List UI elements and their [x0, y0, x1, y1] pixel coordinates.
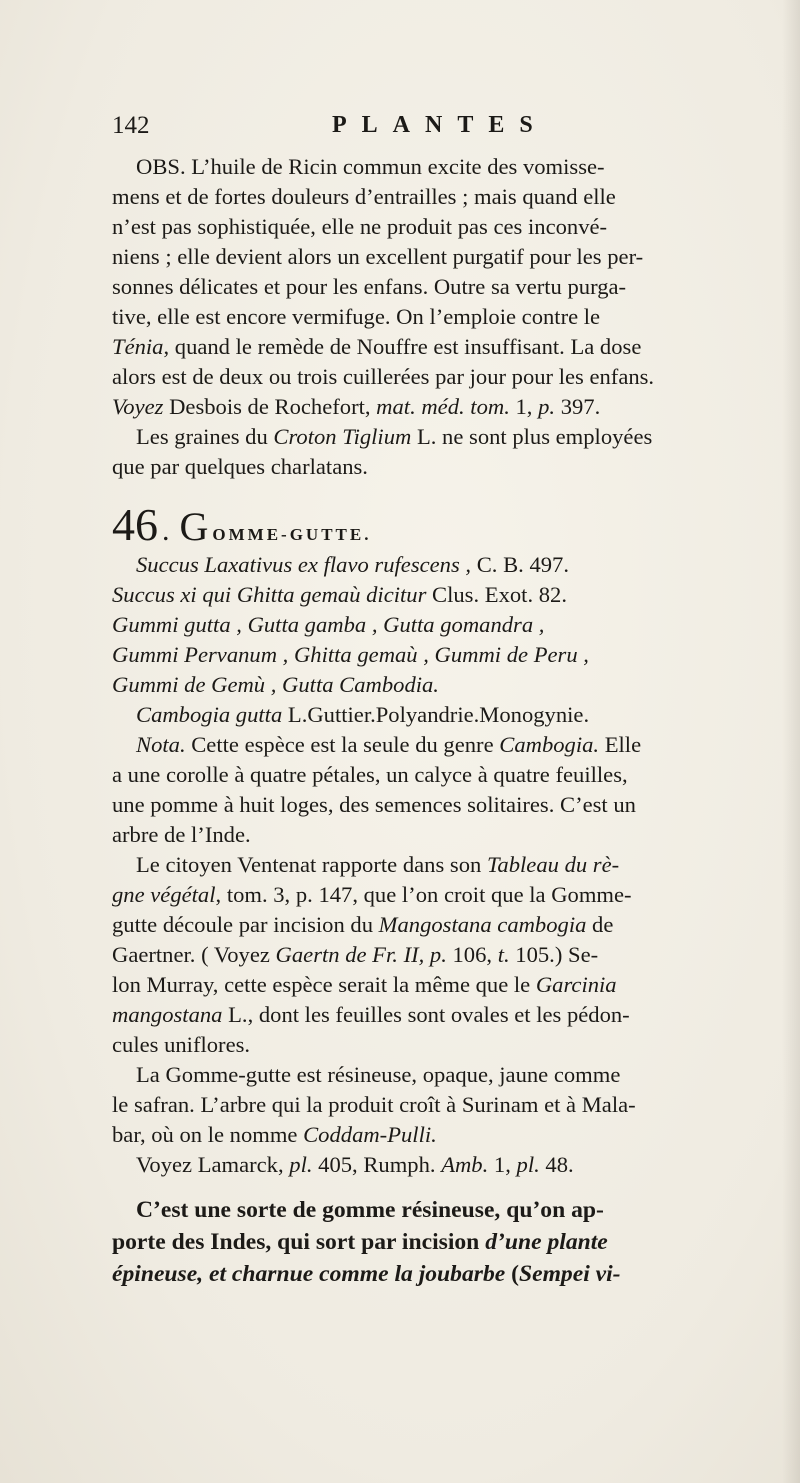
synonym-line-2: Succus xi qui Ghitta gemaù dicitur Clus. Exot. 82.	[112, 582, 567, 607]
description-line-1: La Gomme-gutte est résineuse, opaque, jaune comme	[136, 1062, 621, 1087]
obs-line-9: Voyez Desbois de Rochefort, mat. méd. tom. 1, p. 397.	[112, 394, 601, 419]
obs-line-6: tive, elle est encore vermifuge. On l’emploie contre le	[112, 304, 601, 329]
closing-line-2: porte des Indes, qui sort par incision d’une plante	[112, 1229, 608, 1255]
obs-line-11: que par quelques charlatans.	[112, 454, 368, 479]
nota-line-1: Nota. Cette espèce est la seule du genre Cambogia. Elle	[136, 732, 642, 757]
ventenat-line-6: mangostana L., dont les feuilles sont ovales et les pédon-	[112, 1002, 630, 1027]
synonym-line-1: Succus Laxativus ex flavo rufescens , C. B. 497.	[136, 552, 569, 577]
species-number: 46	[112, 499, 158, 550]
synonym-line-3: Gummi gutta , Gutta gamba , Gutta gomandra ,	[112, 612, 545, 637]
description-line-3: bar, où on le nomme Coddam-Pulli.	[112, 1122, 437, 1147]
nota-line-4: arbre de l’Inde.	[112, 822, 251, 847]
synonym-line-4: Gummi Pervanum , Ghitta gemaù , Gummi de Peru ,	[112, 642, 589, 667]
ventenat-line-1: Le citoyen Ventenat rapporte dans son Tableau du rè-	[136, 852, 620, 877]
obs-line-10: Les graines du Croton Tiglium L. ne sont plus employées	[136, 424, 653, 449]
species-title-initial: G	[179, 504, 209, 549]
obs-line-3: n’est pas sophistiquée, elle ne produit pas ces inconvé-	[112, 214, 608, 239]
page-edge-shadow	[782, 0, 800, 1483]
species-heading	[112, 499, 752, 550]
running-head	[112, 112, 732, 146]
page-body	[112, 152, 752, 1290]
ventenat-line-3: gutte découle par incision du Mangostana cambogia de	[112, 912, 614, 937]
nota-label: Nota.	[136, 732, 186, 757]
ventenat-line-5: lon Murray, cette espèce serait la même que le Garcinia	[112, 972, 617, 997]
obs-line-7: Ténia, quand le remède de Nouffre est insuffisant. La dose	[112, 334, 642, 359]
voyez-line: Voyez Lamarck, pl. 405, Rumph. Amb. 1, pl. 48.	[136, 1152, 574, 1177]
obs-line-4: niens ; elle devient alors un excellent purgatif pour les per-	[112, 244, 644, 269]
description-line-2: le safran. L’arbre qui la produit croît à Surinam et à Mala-	[112, 1092, 636, 1117]
closing-line-1: C’est une sorte de gomme résineuse, qu’on ap-	[136, 1197, 604, 1223]
running-head-title: PLANTES	[332, 112, 548, 138]
nota-line-2: a une corolle à quatre pétales, un calyce à quatre feuilles,	[112, 762, 628, 787]
synonym-line-5: Gummi de Gemù , Gutta Cambodia.	[112, 672, 439, 697]
ventenat-line-2: gne végétal, tom. 3, p. 147, que l’on croit que la Gomme-	[112, 882, 632, 907]
taxon-tenia: Ténia	[112, 334, 164, 359]
ventenat-line-7: cules uniflores.	[112, 1032, 251, 1057]
obs-line-8: alors est de deux ou trois cuillerées par jour pour les enfans.	[112, 364, 655, 389]
taxon-croton: Croton Tiglium	[273, 424, 412, 449]
page-number: 142	[112, 112, 150, 139]
obs-line-5: sonnes délicates et pour les enfans. Outre sa vertu purga-	[112, 274, 627, 299]
obs-line-1: OBS. L’huile de Ricin commun excite des vomisse-	[136, 154, 605, 179]
synonym-line-6: Cambogia gutta L.Guttier.Polyandrie.Monogynie.	[136, 702, 590, 727]
closing-line-3: épineuse, et charnue comme la joubarbe (Sempei vi-	[112, 1261, 621, 1287]
obs-line-2: mens et de fortes douleurs d’entrailles ; mais quand elle	[112, 184, 616, 209]
species-number-dot: .	[162, 514, 170, 547]
nota-line-3: une pomme à huit loges, des semences solitaires. C’est un	[112, 792, 636, 817]
ventenat-line-4: Gaertner. ( Voyez Gaertn de Fr. II, p. 106, t. 105.) Se-	[112, 942, 599, 967]
species-title: OMME-GUTTE.	[212, 525, 372, 544]
